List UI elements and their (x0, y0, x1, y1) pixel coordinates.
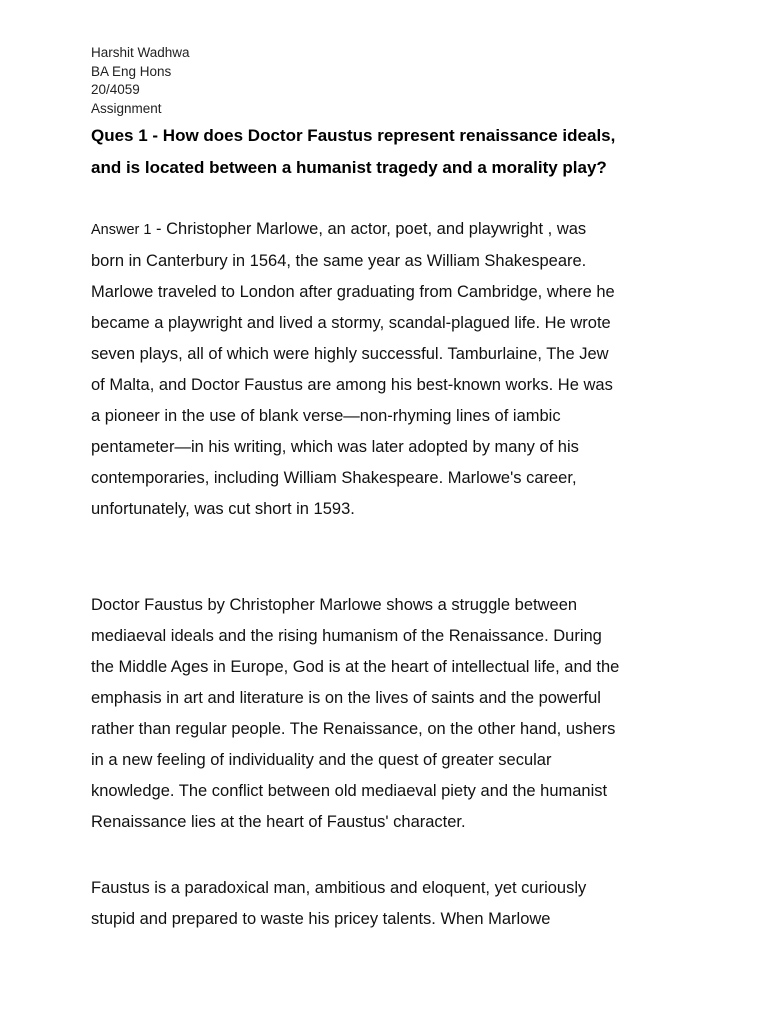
paragraph-line: the Middle Ages in Europe, God is at the heart of intellectual life, and the (91, 658, 620, 676)
paragraph-line: mediaeval ideals and the rising humanism of the Renaissance. During (91, 627, 602, 645)
question-line: and is located between a humanist tragedy and a morality play? (91, 157, 607, 177)
answer-paragraph-1 (91, 214, 691, 525)
paragraph-line: pentameter—in his writing, which was later adopted by many of his (91, 438, 579, 456)
paragraph-line: contemporaries, including William Shakespeare. Marlowe's career, (91, 469, 577, 487)
answer-paragraph-2 (91, 590, 691, 838)
paragraph-line: in a new feeling of individuality and the quest of greater secular (91, 751, 552, 769)
paragraph-line-text: - Christopher Marlowe, an actor, poet, and playwright , was (151, 220, 587, 238)
paragraph-line: knowledge. The conflict between old mediaeval piety and the humanist (91, 782, 608, 800)
paragraph-line: Marlowe traveled to London after graduating from Cambridge, where he (91, 283, 615, 301)
paragraph-line: Doctor Faustus by Christopher Marlowe shows a struggle between (91, 596, 578, 614)
paragraph-line (91, 214, 691, 246)
course-name: BA Eng Hons (91, 63, 172, 79)
paragraph-line: rather than regular people. The Renaissance, on the other hand, ushers (91, 720, 616, 738)
paragraph-line: seven plays, all of which were highly successful. Tamburlaine, The Jew (91, 345, 609, 363)
answer-label: Answer 1 (91, 222, 152, 238)
paragraph-line: a pioneer in the use of blank verse—non-rhyming lines of iambic (91, 407, 561, 425)
paragraph-line: born in Canterbury in 1564, the same year as William Shakespeare. (91, 252, 587, 270)
document-type: Assignment (91, 100, 162, 116)
paragraph-line: of Malta, and Doctor Faustus are among his best-known works. He was (91, 376, 613, 394)
paragraph-line: became a playwright and lived a stormy, scandal-plagued life. He wrote (91, 314, 611, 332)
paragraph-line: Faustus is a paradoxical man, ambitious and eloquent, yet curiously (91, 879, 587, 897)
paragraph-line: Renaissance lies at the heart of Faustus' character. (91, 813, 466, 831)
paragraph-line: stupid and prepared to waste his pricey talents. When Marlowe (91, 910, 551, 928)
question-heading (91, 120, 691, 183)
paragraph-line: emphasis in art and literature is on the lives of saints and the powerful (91, 689, 601, 707)
answer-paragraph-3 (91, 873, 691, 935)
roll-number: 20/4059 (91, 82, 140, 97)
student-info-header (91, 44, 491, 118)
student-name: Harshit Wadhwa (91, 45, 190, 60)
question-line: Ques 1 - How does Doctor Faustus represent renaissance ideals, (91, 126, 616, 145)
paragraph-line: unfortunately, was cut short in 1593. (91, 500, 355, 518)
